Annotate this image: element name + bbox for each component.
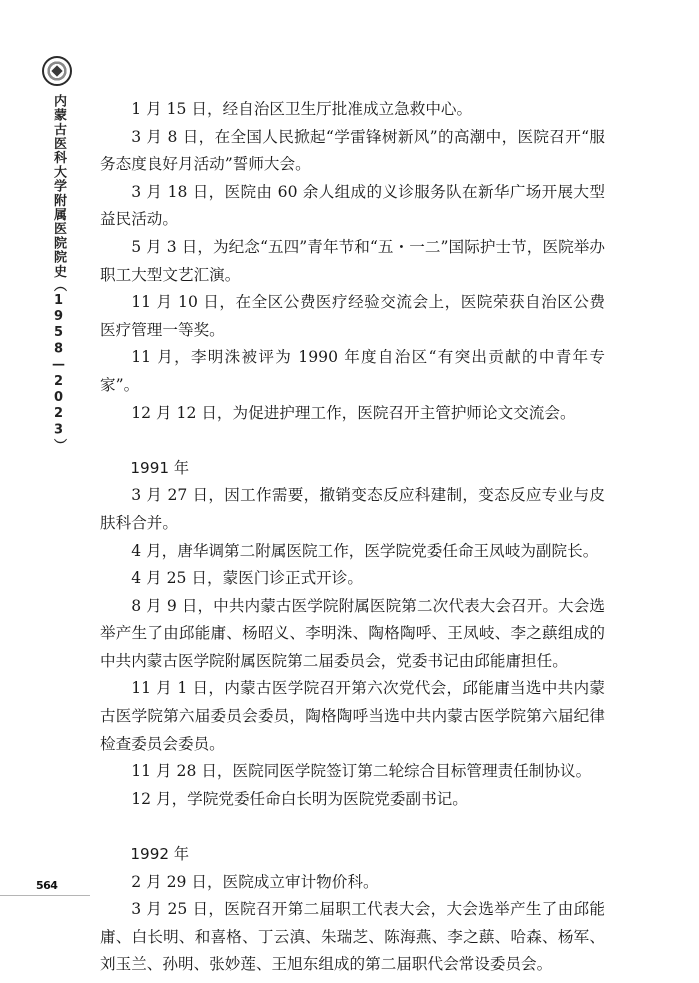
entry-paragraph: 11 月 28 日，医院同医学院签订第二轮综合目标管理责任制协议。: [131, 762, 592, 781]
page-number: 564: [36, 879, 58, 892]
year-heading-1992: 1992 年: [130, 845, 190, 864]
entry-paragraph: 1 月 15 日，经自治区卫生厅批准成立急救中心。: [131, 100, 473, 118]
running-head-book-title: 内蒙古医科大学附属医院院史（1958—2023）: [51, 94, 66, 453]
entry-paragraph: 3 月 18 日，医院由 60 余人组成的义诊服务队在新华广场开展大型益民活动。: [100, 182, 605, 229]
entry-paragraph: 3 月 25 日，医院召开第二届职工代表大会，大会选举产生了由邱能庸、白长明、和喜格、丁云滇、朱瑞芝、陈海燕、李之蕻、哈森、杨军、刘玉兰、孙明、张妙莲、王旭东组成的第二届职代会常设委员会。: [100, 900, 605, 974]
year-heading-1991: 1991 年: [130, 458, 190, 477]
entry-paragraph: 5 月 3 日，为纪念“五四”青年节和“五・一二”国际护士节，医院举办职工大型文艺汇演。: [100, 237, 605, 284]
university-seal-icon: [42, 56, 72, 86]
entry-paragraph: 12 月，学院党委任命白长明为医院党委副书记。: [131, 789, 468, 808]
entry-paragraph: 12 月 12 日，为促进护理工作，医院召开主管护师论文交流会。: [131, 403, 576, 422]
entry-paragraph: 3 月 8 日，在全国人民掀起“学雷锋树新风”的高潮中，医院召开“服务态度良好月活动”誓师大会。: [100, 127, 605, 174]
entry-paragraph: 4 月 25 日，蒙医门诊正式开诊。: [131, 569, 363, 588]
chronicle-body: [100, 96, 605, 979]
entry-paragraph: 11 月 10 日，在全区公费医疗经验交流会上，医院荣获自治区公费医疗管理一等奖。: [100, 293, 605, 339]
entry-paragraph: 11 月，李明洙被评为 1990 年度自治区“有突出贡献的中青年专家”。: [100, 348, 605, 394]
entry-paragraph: 11 月 1 日，内蒙古医学院召开第六次党代会，邱能庸当选中共内蒙古医学院第六届委员会委员，陶格陶呼当选中共内蒙古医学院第六届纪律检查委员会委员。: [100, 679, 605, 753]
entry-paragraph: 4 月，唐华调第二附属医院工作，医学院党委任命王凤岐为副院长。: [131, 541, 599, 560]
page-number-rule: [0, 895, 90, 896]
entry-paragraph: 8 月 9 日，中共内蒙古医学院附属医院第二次代表大会召开。大会选举产生了由邱能庸、杨昭义、李明洙、陶格陶呼、王凤岐、李之蕻组成的中共内蒙古医学院附属医院第二届委员会，党委书记由邱能庸担任。: [100, 596, 605, 670]
entry-paragraph: 2 月 29 日，医院成立审计物价科。: [131, 872, 379, 891]
entry-paragraph: 3 月 27 日，因工作需要，撤销变态反应科建制，变态反应专业与皮肤科合并。: [100, 486, 605, 532]
